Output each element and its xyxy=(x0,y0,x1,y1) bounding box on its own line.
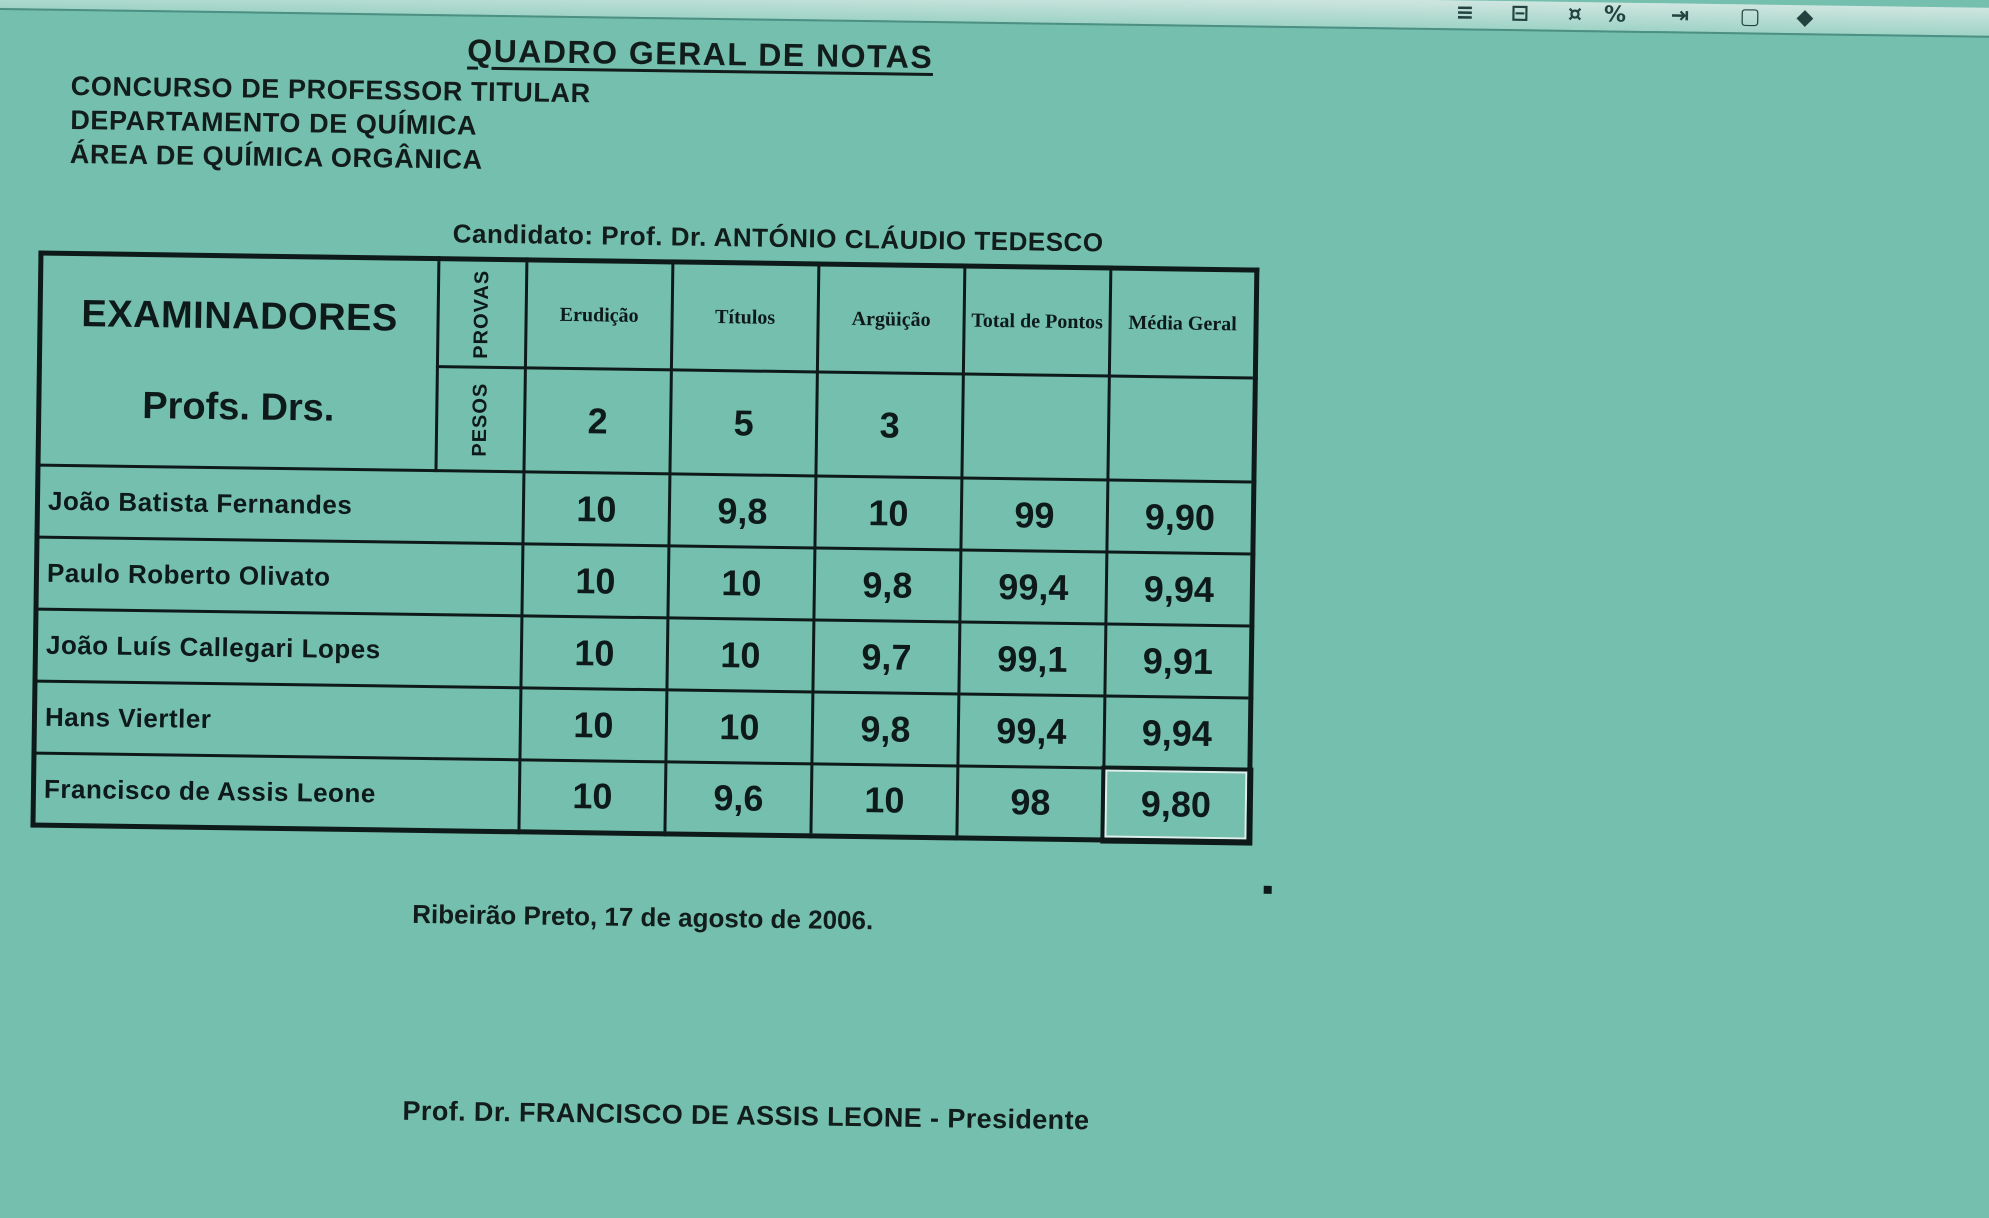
pesos-cell[interactable] xyxy=(436,367,525,472)
weight-total-empty[interactable] xyxy=(962,374,1109,480)
examiner-name[interactable]: Francisco de Assis Leone xyxy=(33,753,520,832)
grade-erudicao[interactable]: 10 xyxy=(523,472,670,546)
header-titulos[interactable]: Títulos xyxy=(671,262,818,372)
indent-icon[interactable]: ⇥ xyxy=(1670,3,1690,29)
percent-icon[interactable]: % xyxy=(1603,2,1627,28)
grade-media[interactable]: 9,90 xyxy=(1107,480,1254,554)
examiner-name[interactable]: João Batista Fernandes xyxy=(37,465,524,544)
fill-color-icon[interactable]: ◆ xyxy=(1796,5,1814,31)
candidate-line: Candidato: Prof. Dr. ANTÓNIO CLÁUDIO TEDESCO xyxy=(452,218,1104,258)
fill-handle[interactable] xyxy=(1264,886,1272,894)
grades-table xyxy=(30,251,1259,845)
grade-titulos[interactable]: 9,8 xyxy=(669,474,816,548)
grade-media[interactable]: 9,94 xyxy=(1104,696,1251,770)
examiner-name[interactable]: Hans Viertler xyxy=(34,681,521,760)
grade-total[interactable]: 98 xyxy=(957,766,1104,840)
align-right-icon[interactable]: ≡ xyxy=(1455,0,1475,26)
signature-line: Prof. Dr. FRANCISCO DE ASSIS LEONE - Presidente xyxy=(402,1095,1090,1136)
provas-label: PROVAS xyxy=(470,269,494,359)
grade-total[interactable]: 99 xyxy=(961,478,1108,552)
header-arguicao[interactable]: Argüição xyxy=(817,264,964,374)
header-total[interactable]: Total de Pontos xyxy=(963,266,1110,376)
header-department: DEPARTAMENTO DE QUÍMICA xyxy=(70,104,478,141)
header-media[interactable]: Média Geral xyxy=(1109,268,1256,378)
examiners-label: EXAMINADORES xyxy=(81,293,399,340)
examiners-header-cell[interactable] xyxy=(38,253,439,471)
grade-arguicao[interactable]: 10 xyxy=(815,476,962,550)
grade-arguicao[interactable]: 9,7 xyxy=(813,620,960,694)
pesos-label: PESOS xyxy=(468,382,492,457)
grade-total[interactable]: 99,4 xyxy=(958,694,1105,768)
grade-arguicao[interactable]: 9,8 xyxy=(812,692,959,766)
grade-erudicao[interactable]: 10 xyxy=(520,688,667,762)
grade-titulos[interactable]: 10 xyxy=(666,690,813,764)
date-line: Ribeirão Preto, 17 de agosto de 2006. xyxy=(412,898,874,936)
merge-center-icon[interactable]: ⊟ xyxy=(1510,1,1530,27)
header-row-provas xyxy=(39,253,1256,378)
grade-erudicao[interactable]: 10 xyxy=(519,760,666,834)
grade-titulos[interactable]: 10 xyxy=(668,546,815,620)
header-erudicao[interactable]: Erudição xyxy=(525,260,672,370)
profs-label: Profs. Drs. xyxy=(141,385,335,430)
weight-arguicao[interactable]: 3 xyxy=(816,372,963,478)
grade-arguicao[interactable]: 10 xyxy=(811,764,958,838)
toolbar xyxy=(0,0,1989,39)
header-contest: CONCURSO DE PROFESSOR TITULAR xyxy=(70,70,591,109)
weight-titulos[interactable]: 5 xyxy=(670,370,817,476)
grade-erudicao[interactable]: 10 xyxy=(522,544,669,618)
header-area: ÁREA DE QUÍMICA ORGÂNICA xyxy=(69,138,483,175)
examiner-name[interactable]: Paulo Roberto Olivato xyxy=(36,537,523,616)
grade-titulos[interactable]: 9,6 xyxy=(665,762,812,836)
examiner-name[interactable]: João Luís Callegari Lopes xyxy=(35,609,522,688)
grade-total[interactable]: 99,1 xyxy=(959,622,1106,696)
grade-media[interactable]: 9,91 xyxy=(1105,624,1252,698)
grade-media[interactable]: 9,94 xyxy=(1106,552,1253,626)
grade-total[interactable]: 99,4 xyxy=(960,550,1107,624)
weight-erudicao[interactable]: 2 xyxy=(524,368,671,474)
borders-icon[interactable]: ▢ xyxy=(1739,4,1761,30)
grade-arguicao[interactable]: 9,8 xyxy=(814,548,961,622)
provas-cell[interactable] xyxy=(437,259,526,368)
currency-icon[interactable]: ¤ xyxy=(1567,1,1583,28)
grade-titulos[interactable]: 10 xyxy=(667,618,814,692)
weight-media-empty[interactable] xyxy=(1108,376,1255,482)
page-title: QUADRO GERAL DE NOTAS xyxy=(467,32,934,76)
selected-cell-media[interactable]: 9,80 xyxy=(1103,768,1250,842)
grade-erudicao[interactable]: 10 xyxy=(521,616,668,690)
